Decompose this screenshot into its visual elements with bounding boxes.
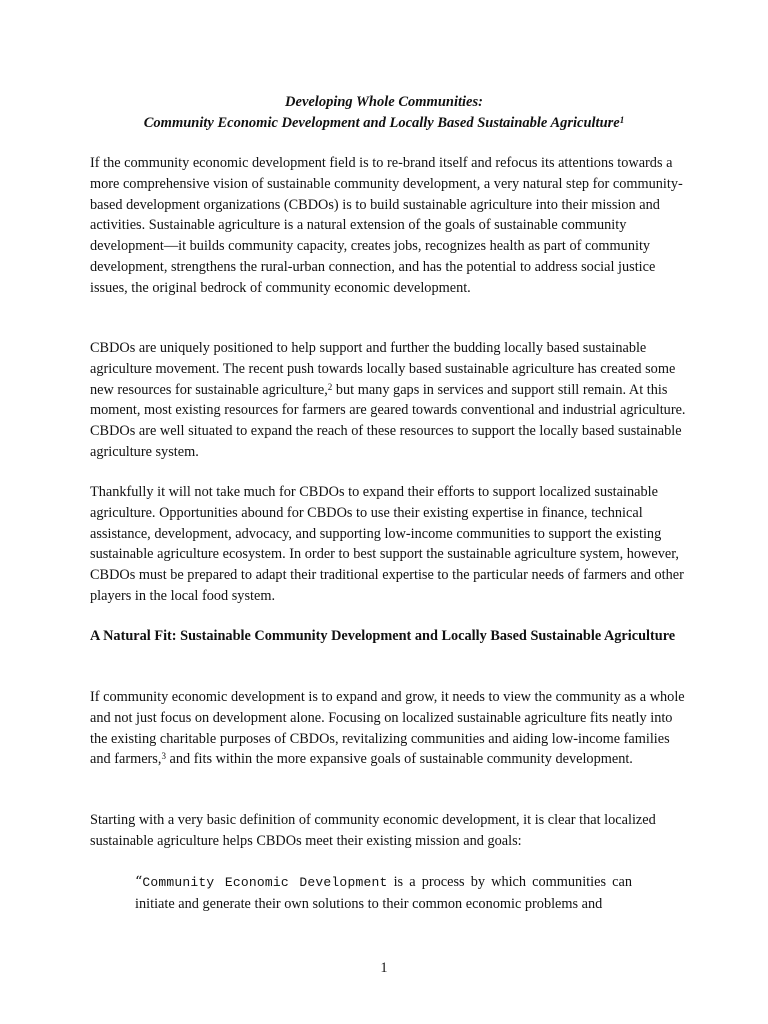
title-line-1: Developing Whole Communities:: [285, 94, 483, 110]
paragraph-cbdos-positioned-a: CBDOs are uniquely positioned to help support and further the budding locally based sustainable agriculture movement. The recent push towards locally based sustainable agriculture has created some new resources for sustainable agriculture,: [90, 340, 676, 398]
quote-text: is a process by which communities can initiate and generate their own solutions to their common economic problems and: [135, 874, 632, 912]
title-line-2-text: Community Economic Development and Locally Based Sustainable Agriculture: [143, 115, 620, 131]
title-line-2: [0, 114, 768, 132]
paragraph-expand-grow-a: If community economic development is to expand and grow, it needs to view the community as a whole and not just focus on development alone. Focusing on localized sustainable agriculture fits neatly into the existing charitable purposes of CBDOs, revitalizing communities and aiding low-income families and farmers,: [90, 689, 685, 768]
paragraph-intro: If the community economic development field is to re-brand itself and refocus its attentions towards a more comprehensive vision of sustainable community development, a very natural step for community-based development organizations (CBDOs) is to build sustainable agriculture into their mission and activities. Sustainable agriculture is a natural extension of the goals of sustainable community development—it builds community capacity, creates jobs, recognizes health as part of community development, strengthens the rural-urban connection, and has the potential to address social justice issues, the original bedrock of community economic development.: [90, 155, 683, 296]
title-footnote-marker: 1: [619, 115, 625, 125]
section-heading: A Natural Fit: Sustainable Community Development and Locally Based Sustainable Agriculture: [90, 628, 676, 644]
footnote-marker-3: 3: [161, 751, 166, 762]
page-number: 1: [380, 960, 388, 976]
block-quote: [135, 872, 632, 915]
paragraph-thankfully: Thankfully it will not take much for CBDOs to expand their efforts to support localized sustainable agriculture. Opportunities abound for CBDOs to use their existing expertise in finance, technical assistance, development, advocacy, and supporting low-income communities to support the existing sustainable agriculture ecosystem. In order to best support the sustainable agriculture system, however, CBDOs must be prepared to adapt their traditional expertise to the particular needs of farmers and other players in the local food system.: [90, 484, 684, 604]
footnote-marker-2: 2: [327, 381, 333, 392]
paragraph-expand-grow-b: and fits within the more expansive goals of sustainable community development.: [165, 751, 633, 768]
quote-term: Community Economic Development: [142, 875, 388, 890]
paragraph-expand-grow: [90, 687, 690, 770]
paragraph-cbdos-positioned-b: but many gaps in services and support still remain. At this moment, most existing resources for farmers are geared towards conventional and industrial agriculture. CBDOs are well situated to expand the reach of these resources to support the locally based sustainable agriculture system.: [90, 381, 686, 460]
paragraph-cbdos-positioned: [90, 338, 690, 463]
paragraph-definition-intro: Starting with a very basic definition of community economic development, it is clear that localized sustainable agriculture helps CBDOs meet their existing mission and goals:: [90, 812, 656, 849]
quote-open-mark: “: [135, 874, 143, 890]
